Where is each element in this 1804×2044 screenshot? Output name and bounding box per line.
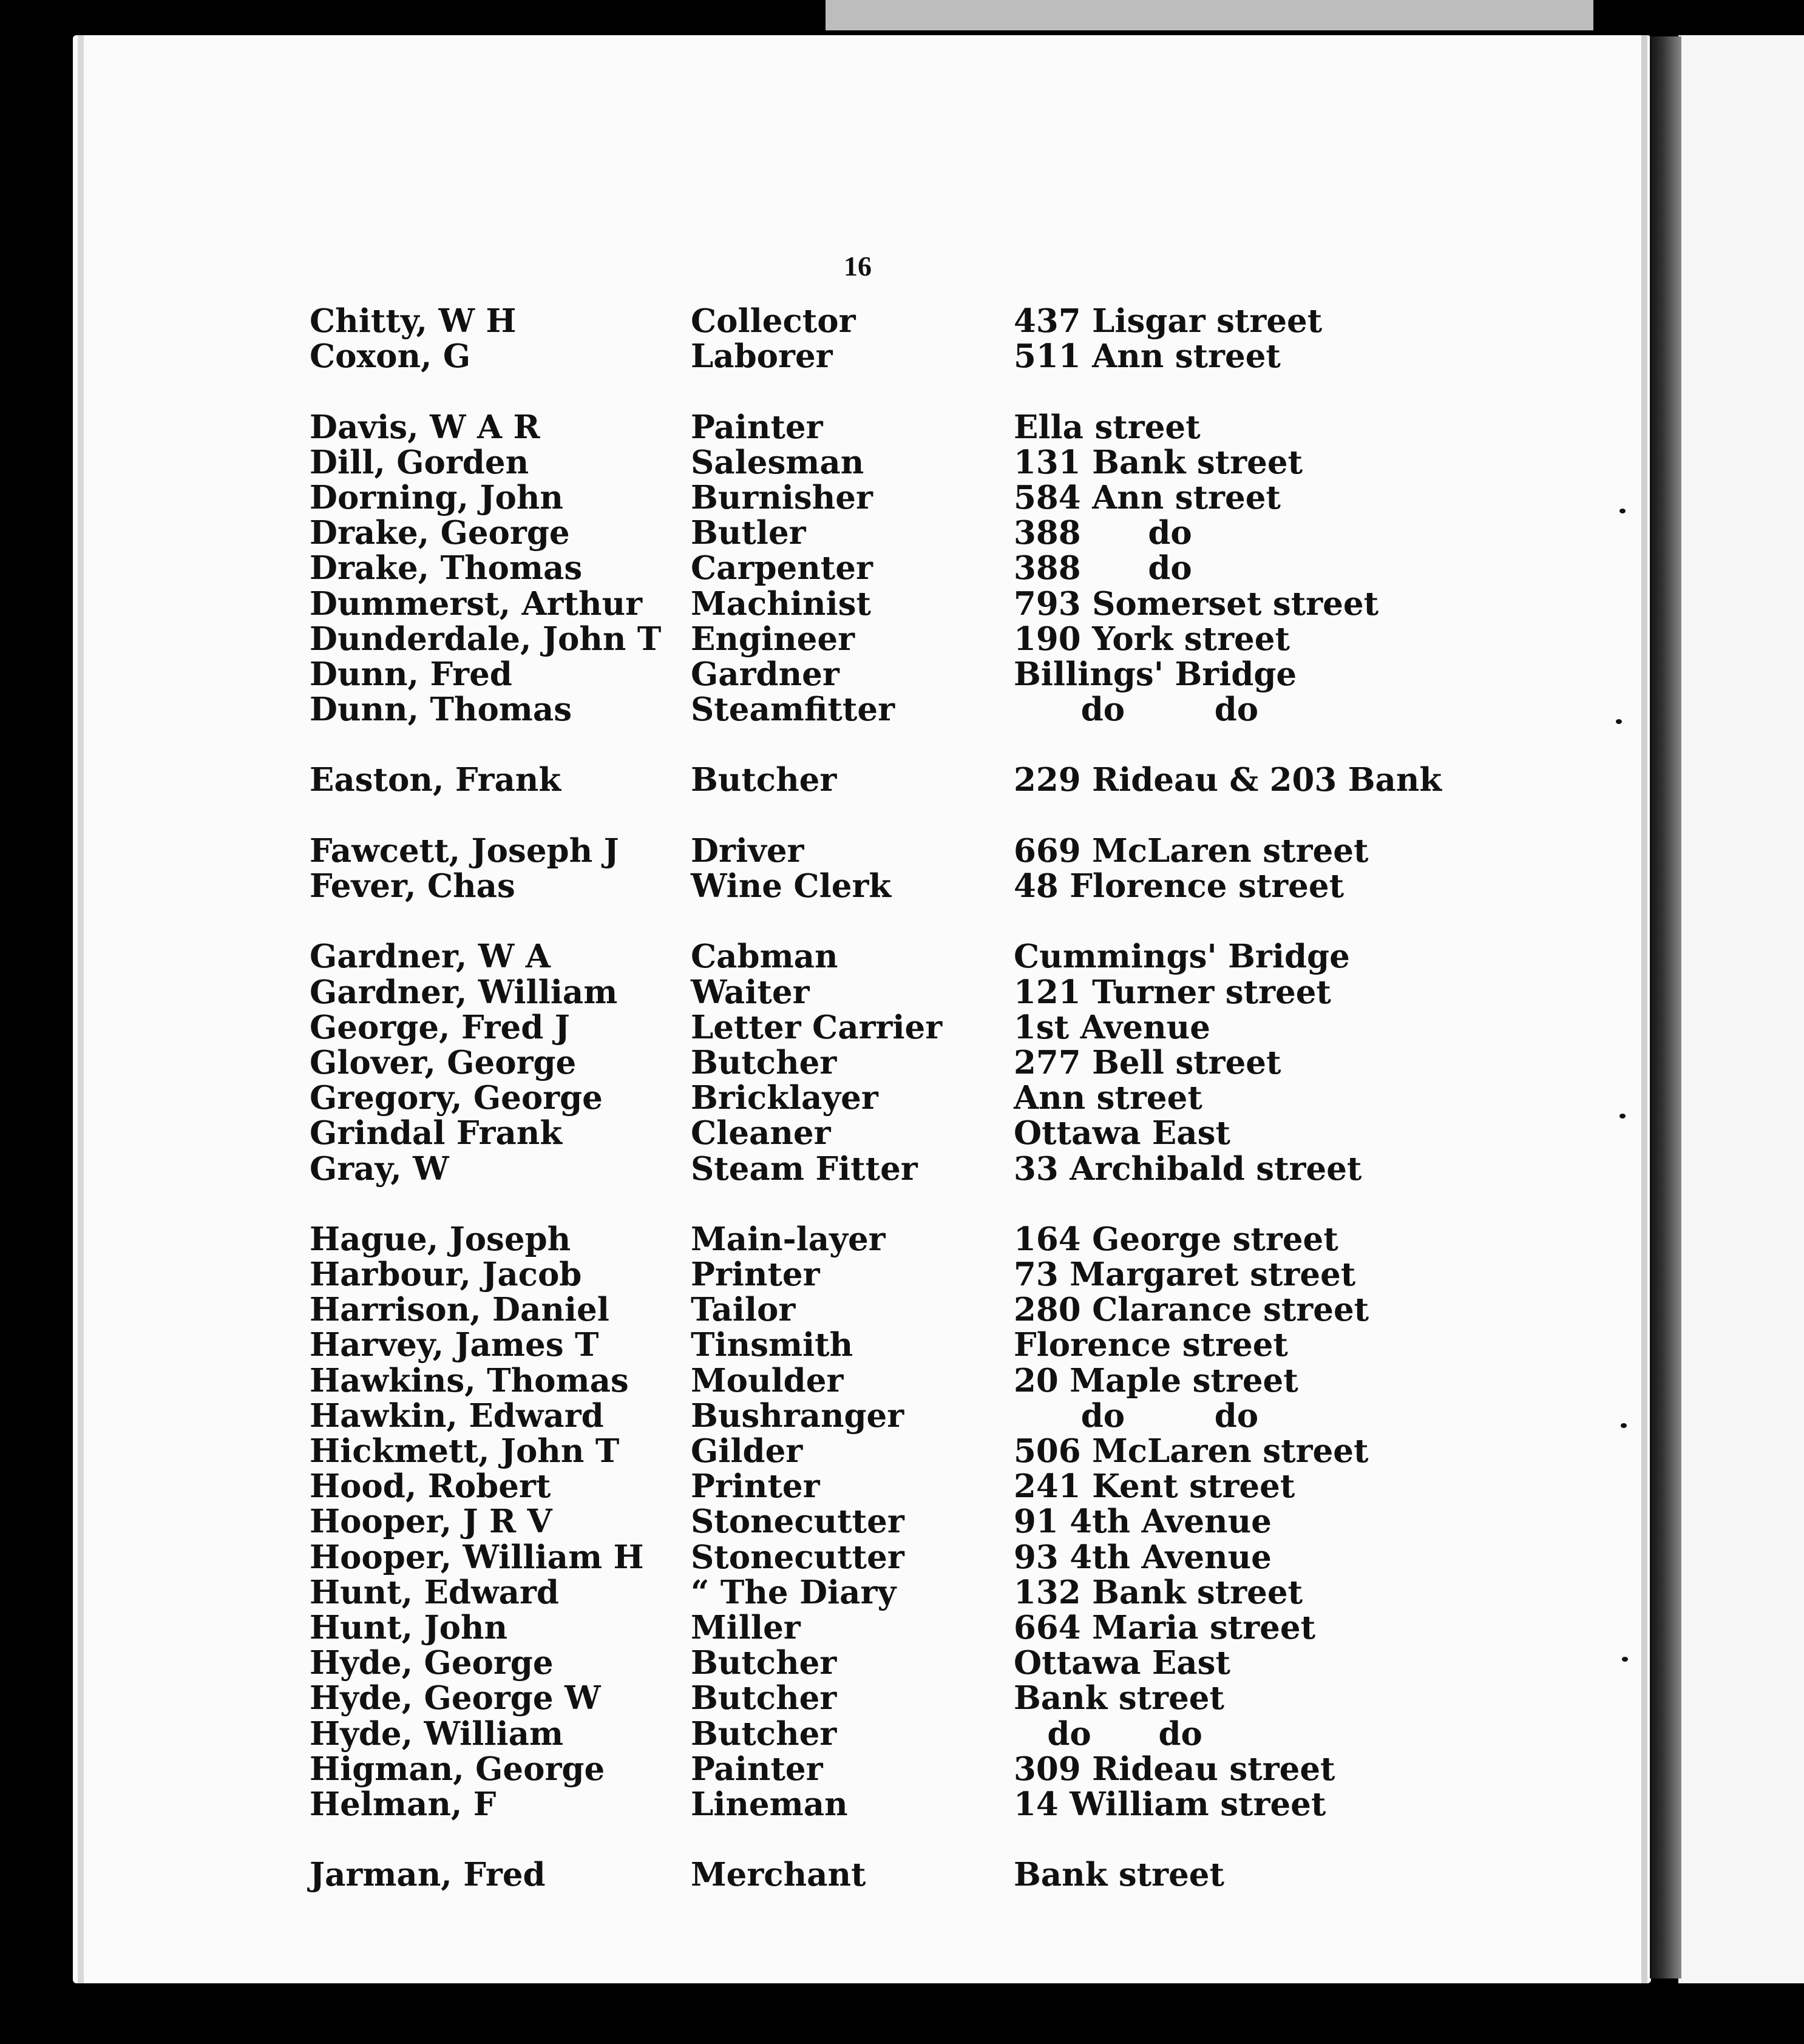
entry-address: 132 Bank street bbox=[1014, 1573, 1303, 1611]
facing-page bbox=[1678, 35, 1804, 1983]
entry-address: 506 McLaren street bbox=[1014, 1432, 1369, 1470]
entry-occupation: Cabman bbox=[691, 938, 838, 976]
directory-entry bbox=[310, 1645, 1481, 1680]
entry-name: Dummerst, Arthur bbox=[310, 584, 643, 623]
entry-address: 93 4th Avenue bbox=[1014, 1538, 1272, 1576]
entry-address: 388 do bbox=[1014, 514, 1192, 552]
entry-address: 190 York street bbox=[1014, 620, 1290, 658]
ink-speck bbox=[1622, 1657, 1628, 1662]
entry-occupation: Salesman bbox=[691, 443, 864, 481]
entry-name: Gardner, W A bbox=[310, 938, 551, 976]
entry-occupation: Machinist bbox=[691, 584, 871, 623]
entry-occupation: Gardner bbox=[691, 655, 839, 693]
entry-occupation: Printer bbox=[691, 1256, 820, 1294]
directory-entry bbox=[310, 939, 1481, 974]
directory-entry bbox=[310, 1398, 1481, 1433]
entry-name: Harbour, Jacob bbox=[310, 1256, 582, 1294]
entry-occupation: Cleaner bbox=[691, 1114, 831, 1152]
entry-occupation: Painter bbox=[691, 408, 823, 446]
entry-occupation: Wine Clerk bbox=[691, 867, 892, 905]
entry-name: Dorning, John bbox=[310, 478, 563, 516]
entry-occupation: Laborer bbox=[691, 337, 833, 376]
entry-occupation: Gilder bbox=[691, 1432, 803, 1470]
entry-address: Bank street bbox=[1014, 1856, 1225, 1894]
entry-address: Ottawa East bbox=[1014, 1114, 1230, 1152]
entry-name: Hickmett, John T bbox=[310, 1432, 620, 1470]
entry-name: Glover, George bbox=[310, 1043, 577, 1081]
entry-name: Dill, Gorden bbox=[310, 443, 529, 481]
entry-address: 669 McLaren street bbox=[1014, 831, 1369, 870]
entry-occupation: Stonecutter bbox=[691, 1503, 904, 1541]
directory-listing bbox=[310, 303, 1481, 1892]
entry-address: Billings' Bridge bbox=[1014, 655, 1297, 693]
entry-name: Jarman, Fred bbox=[310, 1856, 546, 1894]
ink-speck bbox=[1619, 1114, 1626, 1118]
entry-address: do do bbox=[1014, 691, 1259, 729]
scan-top-strip bbox=[826, 0, 1593, 30]
entry-name: Drake, Thomas bbox=[310, 549, 583, 587]
page-edge-right bbox=[1641, 35, 1647, 1983]
entry-address: 1st Avenue bbox=[1014, 1008, 1210, 1046]
entry-occupation: Painter bbox=[691, 1750, 823, 1788]
entry-address: 164 George street bbox=[1014, 1220, 1338, 1258]
entry-name: Hawkins, Thomas bbox=[310, 1361, 629, 1399]
entry-address: 511 Ann street bbox=[1014, 337, 1281, 376]
entry-address: do do bbox=[1014, 1714, 1202, 1753]
directory-entry bbox=[310, 1115, 1481, 1151]
entry-name: Davis, W A R bbox=[310, 408, 540, 446]
entry-address: 388 do bbox=[1014, 549, 1192, 587]
entry-occupation: Butcher bbox=[691, 761, 837, 799]
entry-name: Harvey, James T bbox=[310, 1326, 599, 1364]
directory-entry bbox=[310, 1222, 1481, 1257]
entry-occupation: Waiter bbox=[691, 973, 810, 1011]
entry-address: Ella street bbox=[1014, 408, 1201, 446]
directory-entry bbox=[310, 1080, 1481, 1115]
entry-occupation: Steamfitter bbox=[691, 691, 895, 729]
entry-address: 437 Lisgar street bbox=[1014, 302, 1323, 340]
entry-address: do do bbox=[1014, 1396, 1259, 1435]
directory-entry bbox=[310, 692, 1481, 727]
entry-name: Hooper, William H bbox=[310, 1538, 644, 1576]
entry-name: Fawcett, Joseph J bbox=[310, 831, 619, 870]
entry-occupation: Printer bbox=[691, 1467, 820, 1506]
entry-address: 73 Margaret street bbox=[1014, 1256, 1356, 1294]
entry-name: Easton, Frank bbox=[310, 761, 561, 799]
entry-address: 664 Maria street bbox=[1014, 1608, 1316, 1646]
entry-occupation: Butcher bbox=[691, 1714, 837, 1753]
entry-occupation: Driver bbox=[691, 831, 804, 870]
directory-entry bbox=[310, 1504, 1481, 1539]
entry-occupation: Collector bbox=[691, 302, 856, 340]
entry-occupation: Main-layer bbox=[691, 1220, 886, 1258]
directory-entry bbox=[310, 1575, 1481, 1610]
entry-name: Chitty, W H bbox=[310, 302, 517, 340]
directory-entry bbox=[310, 1327, 1481, 1362]
entry-name: Grindal Frank bbox=[310, 1114, 563, 1152]
entry-occupation: Moulder bbox=[691, 1361, 844, 1399]
ink-speck bbox=[1619, 509, 1626, 513]
directory-entry bbox=[310, 1540, 1481, 1575]
ink-speck bbox=[1616, 719, 1622, 724]
entry-address: Cummings' Bridge bbox=[1014, 938, 1350, 976]
entry-occupation: Stonecutter bbox=[691, 1538, 904, 1576]
entry-name: Hyde, William bbox=[310, 1714, 564, 1753]
directory-entry bbox=[310, 1716, 1481, 1751]
entry-occupation: Tailor bbox=[691, 1291, 796, 1329]
entry-occupation: Butler bbox=[691, 514, 806, 552]
directory-entry bbox=[310, 339, 1481, 374]
directory-entry bbox=[310, 975, 1481, 1010]
entry-address: 793 Somerset street bbox=[1014, 584, 1379, 623]
entry-name: Higman, George bbox=[310, 1750, 605, 1788]
directory-entry bbox=[310, 586, 1481, 621]
entry-name: Dunn, Fred bbox=[310, 655, 512, 693]
entry-occupation: “ The Diary bbox=[691, 1573, 897, 1611]
directory-entry bbox=[310, 621, 1481, 657]
directory-entry bbox=[310, 1787, 1481, 1822]
entry-address: 20 Maple street bbox=[1014, 1361, 1298, 1399]
entry-occupation: Burnisher bbox=[691, 478, 873, 516]
entry-address: 14 William street bbox=[1014, 1785, 1326, 1823]
entry-address: 241 Kent street bbox=[1014, 1467, 1295, 1506]
entry-occupation: Tinsmith bbox=[691, 1326, 853, 1364]
entry-name: Hunt, John bbox=[310, 1608, 508, 1646]
entry-occupation: Lineman bbox=[691, 1785, 848, 1823]
directory-entry bbox=[310, 1680, 1481, 1716]
directory-entry bbox=[310, 1045, 1481, 1080]
entry-address: 121 Turner street bbox=[1014, 973, 1331, 1011]
entry-name: Dunn, Thomas bbox=[310, 691, 572, 729]
page-number: 16 bbox=[844, 251, 872, 282]
entry-name: Gregory, George bbox=[310, 1079, 603, 1117]
directory-entry bbox=[310, 1469, 1481, 1504]
directory-entry bbox=[310, 515, 1481, 550]
entry-name: Hyde, George W bbox=[310, 1679, 601, 1717]
directory-entry bbox=[310, 410, 1481, 445]
entry-occupation: Steam Fitter bbox=[691, 1149, 918, 1188]
directory-entry bbox=[310, 1151, 1481, 1186]
entry-occupation: Engineer bbox=[691, 620, 855, 658]
entry-occupation: Letter Carrier bbox=[691, 1008, 943, 1046]
entry-address: 48 Florence street bbox=[1014, 867, 1345, 905]
ink-speck bbox=[1621, 1423, 1627, 1428]
entry-occupation: Carpenter bbox=[691, 549, 873, 587]
entry-name: Fever, Chas bbox=[310, 867, 515, 905]
directory-entry bbox=[310, 445, 1481, 480]
entry-occupation: Bricklayer bbox=[691, 1079, 878, 1117]
directory-entry bbox=[310, 1010, 1481, 1045]
entry-address: 33 Archibald street bbox=[1014, 1149, 1362, 1188]
directory-entry bbox=[310, 550, 1481, 586]
entry-address: Ann street bbox=[1014, 1079, 1202, 1117]
entry-name: Dunderdale, John T bbox=[310, 620, 662, 658]
entry-occupation: Bushranger bbox=[691, 1396, 904, 1435]
entry-name: George, Fred J bbox=[310, 1008, 570, 1046]
entry-address: Bank street bbox=[1014, 1679, 1225, 1717]
entry-occupation: Merchant bbox=[691, 1856, 866, 1894]
entry-name: Gray, W bbox=[310, 1149, 449, 1188]
directory-entry bbox=[310, 1433, 1481, 1469]
entry-address: 584 Ann street bbox=[1014, 478, 1281, 516]
entry-name: Helman, F bbox=[310, 1785, 497, 1823]
entry-name: Harrison, Daniel bbox=[310, 1291, 609, 1329]
directory-entry bbox=[310, 762, 1481, 797]
entry-occupation: Butcher bbox=[691, 1679, 837, 1717]
entry-address: 91 4th Avenue bbox=[1014, 1503, 1272, 1541]
directory-entry bbox=[310, 657, 1481, 692]
entry-name: Hawkin, Edward bbox=[310, 1396, 604, 1435]
entry-occupation: Butcher bbox=[691, 1043, 837, 1081]
directory-entry bbox=[310, 1610, 1481, 1645]
entry-address: Florence street bbox=[1014, 1326, 1288, 1364]
directory-entry bbox=[310, 868, 1481, 904]
directory-entry bbox=[310, 1257, 1481, 1292]
entry-name: Gardner, William bbox=[310, 973, 618, 1011]
directory-entry bbox=[310, 480, 1481, 515]
entry-address: 280 Clarance street bbox=[1014, 1291, 1369, 1329]
entry-name: Drake, George bbox=[310, 514, 570, 552]
entry-occupation: Miller bbox=[691, 1608, 801, 1646]
directory-entry bbox=[310, 833, 1481, 868]
directory-entry bbox=[310, 1292, 1481, 1327]
directory-entry bbox=[310, 1363, 1481, 1398]
entry-address: 277 Bell street bbox=[1014, 1043, 1281, 1081]
entry-address: 309 Rideau street bbox=[1014, 1750, 1335, 1788]
entry-name: Hood, Robert bbox=[310, 1467, 551, 1506]
directory-entry bbox=[310, 1751, 1481, 1787]
binding-shadow bbox=[1650, 36, 1681, 1978]
page-edge-left bbox=[78, 35, 84, 1983]
directory-entry bbox=[310, 303, 1481, 339]
entry-name: Hooper, J R V bbox=[310, 1503, 552, 1541]
entry-occupation: Butcher bbox=[691, 1644, 837, 1682]
entry-address: 131 Bank street bbox=[1014, 443, 1303, 481]
entry-name: Hyde, George bbox=[310, 1644, 554, 1682]
entry-address: 229 Rideau & 203 Bank bbox=[1014, 761, 1442, 799]
entry-address: Ottawa East bbox=[1014, 1644, 1230, 1682]
entry-name: Coxon, G bbox=[310, 337, 471, 376]
directory-entry bbox=[310, 1857, 1481, 1892]
entry-name: Hague, Joseph bbox=[310, 1220, 571, 1258]
entry-name: Hunt, Edward bbox=[310, 1573, 559, 1611]
